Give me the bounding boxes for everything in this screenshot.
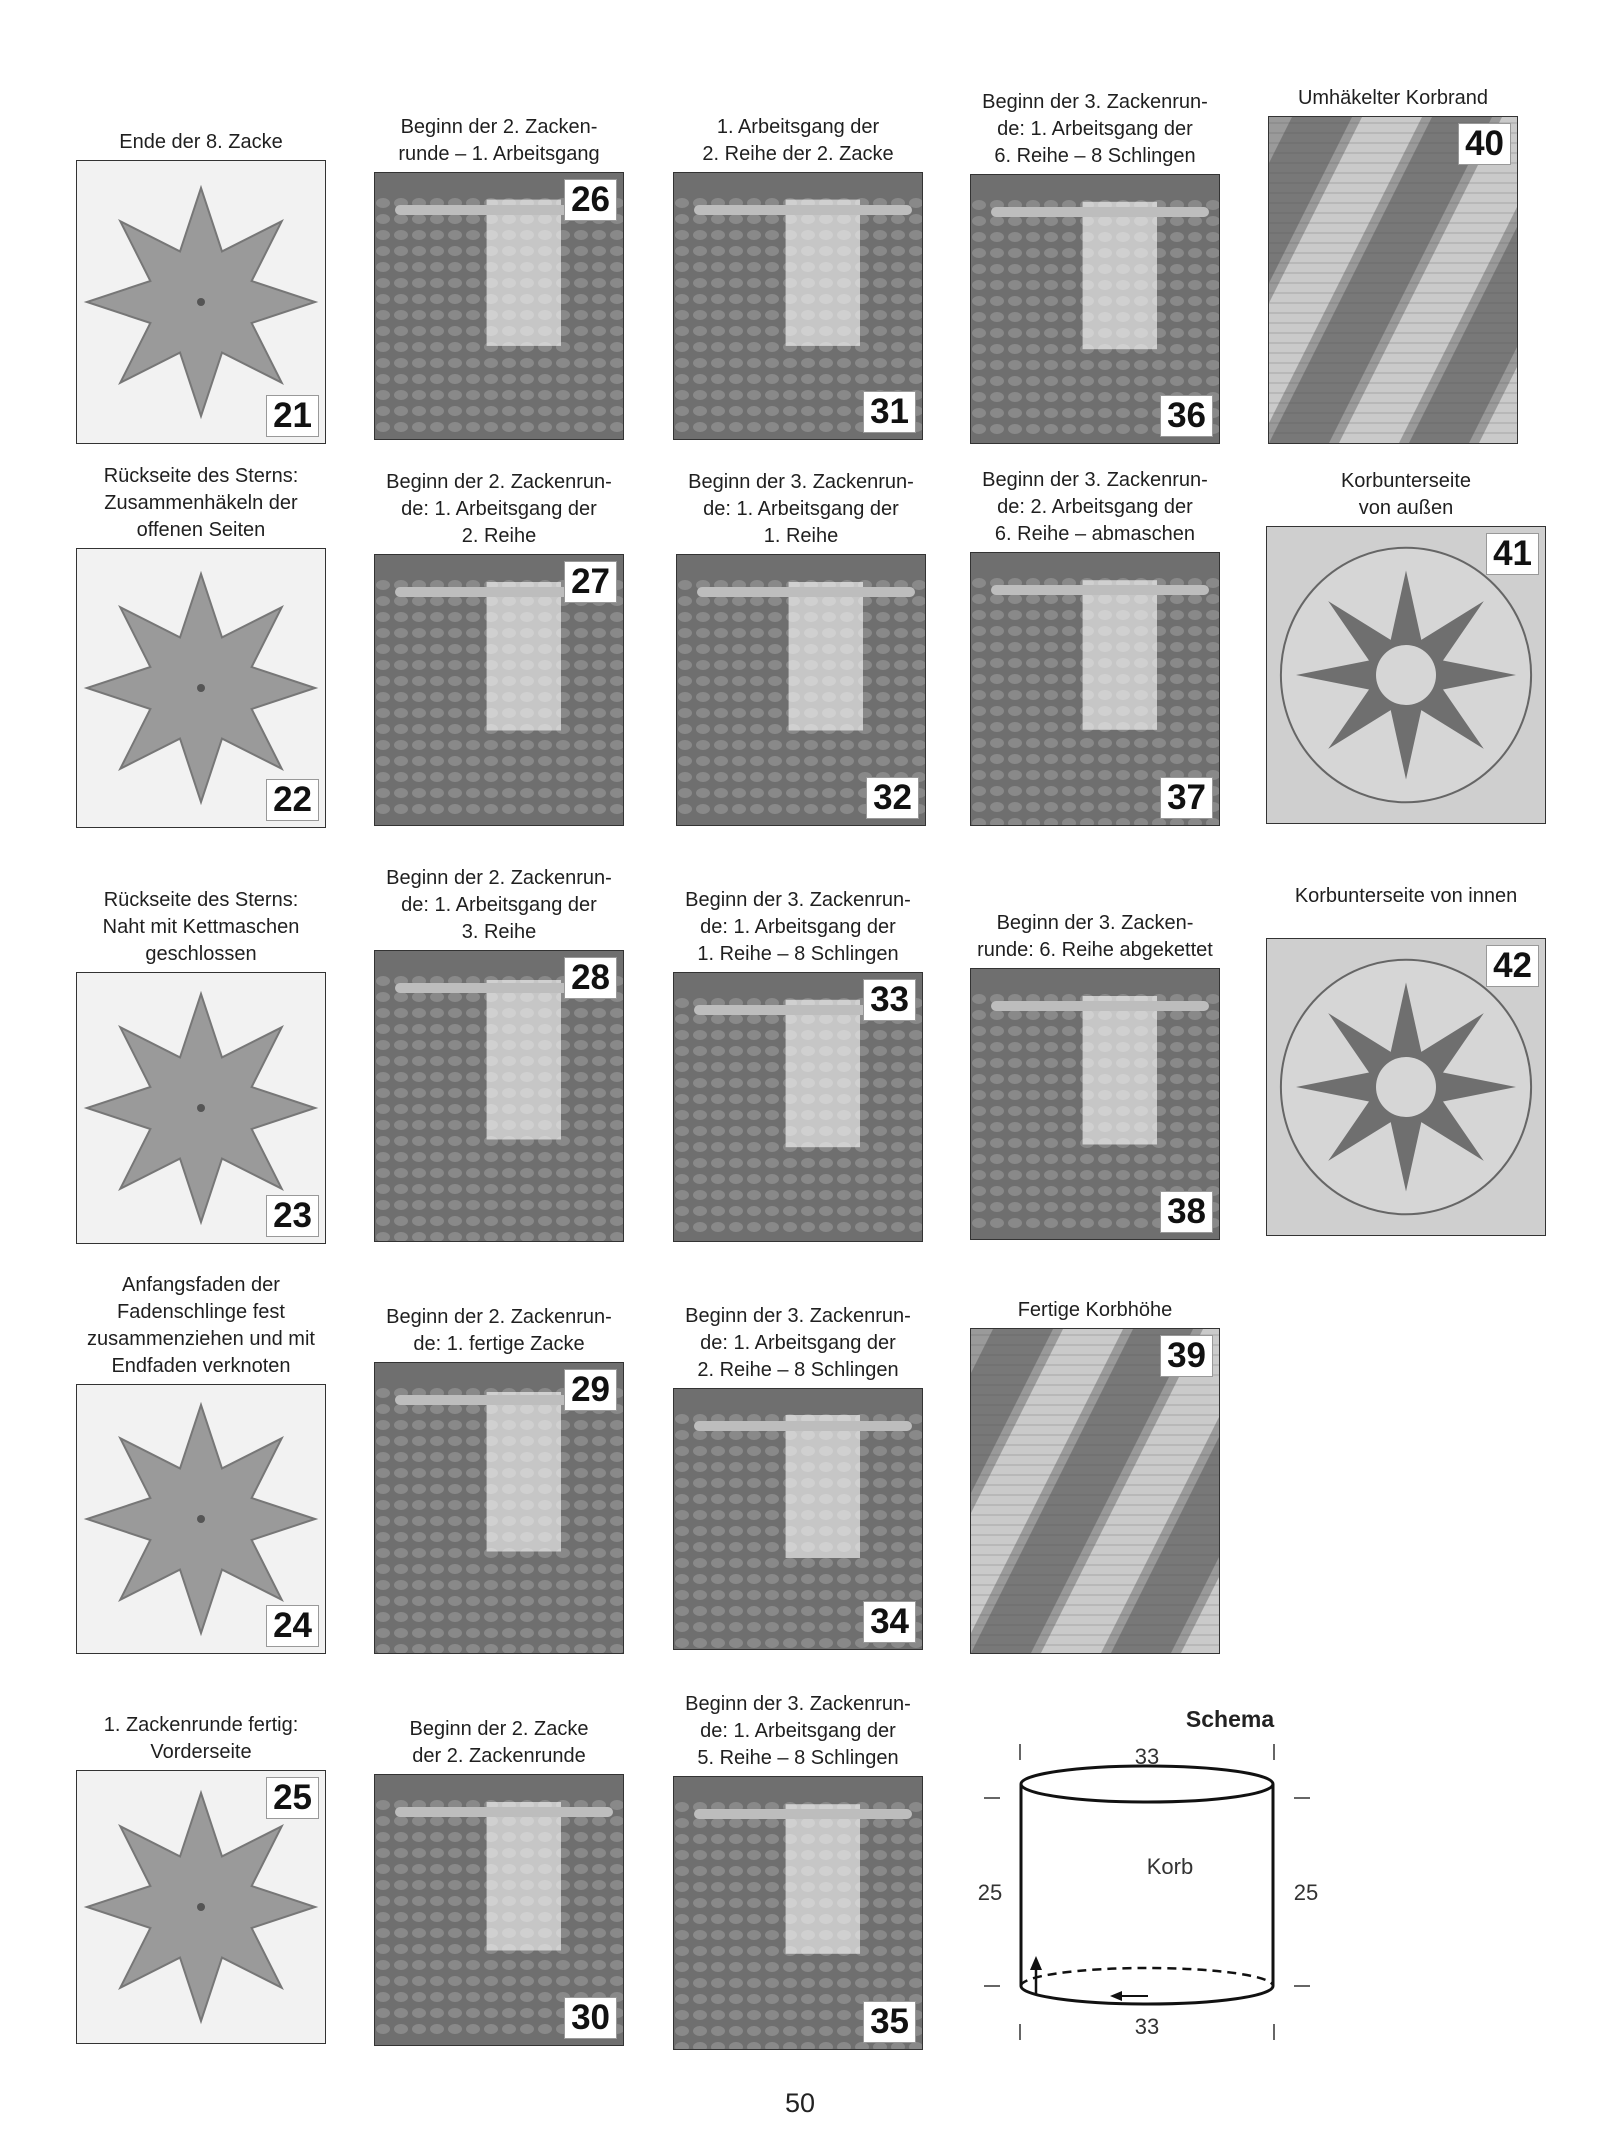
photo [76, 972, 326, 1244]
photo-number: 27 [564, 561, 617, 603]
photo [374, 172, 624, 440]
schema-bottom-width: 33 [1134, 2014, 1160, 2039]
caption: Beginn der 3. Zackenrun- de: 1. Arbeitsgang der 1. Reihe [688, 471, 914, 547]
caption: Beginn der 3. Zackenrun- de: 1. Arbeitsgang der 5. Reihe – 8 Schlingen [685, 1693, 911, 1769]
photo [76, 1384, 326, 1654]
page-number: 50 [784, 2088, 816, 2118]
photo [374, 1362, 624, 1654]
photo [673, 1388, 923, 1650]
photo [970, 1328, 1220, 1654]
photo [673, 172, 923, 440]
photo-image [1269, 117, 1517, 443]
schema-title: Schema [1185, 1706, 1275, 1732]
caption: 1. Arbeitsgang der 2. Reihe der 2. Zacke [702, 116, 894, 165]
photo-number: 31 [863, 391, 916, 433]
schema-left-height: 25 [977, 1880, 1003, 1905]
photo-number: 38 [1160, 1191, 1213, 1233]
photo [970, 552, 1220, 826]
photo-number: 24 [266, 1605, 319, 1647]
caption: Korbunterseite von außen [1340, 470, 1472, 519]
photo-number: 36 [1160, 395, 1213, 437]
caption: Beginn der 3. Zackenrun- de: 1. Arbeitsgang der 1. Reihe – 8 Schlingen [685, 889, 911, 965]
photo [374, 554, 624, 826]
caption: Beginn der 2. Zackenrun- de: 1. fertige Zacke [386, 1306, 612, 1355]
caption: Umhäkelter Korbrand [1297, 87, 1489, 109]
photo-number: 21 [266, 395, 319, 437]
caption: Beginn der 3. Zackenrun- de: 1. Arbeitsgang der 6. Reihe – 8 Schlingen [982, 91, 1208, 167]
caption: Anfangsfaden der Fadenschlinge fest zusammenziehen und mit Endfaden verknoten [87, 1274, 315, 1377]
photo [374, 950, 624, 1242]
photo [970, 174, 1220, 444]
photo [1268, 116, 1518, 444]
photo-number: 41 [1486, 533, 1539, 575]
photo [76, 160, 326, 444]
caption: Beginn der 3. Zackenrun- de: 1. Arbeitsgang der 2. Reihe – 8 Schlingen [685, 1305, 911, 1381]
photo [673, 1776, 923, 2050]
caption: Beginn der 2. Zacken- runde – 1. Arbeitsgang [398, 116, 600, 165]
caption: Rückseite des Sterns: Zusammenhäkeln der offenen Seiten [103, 465, 299, 541]
photo [676, 554, 926, 826]
caption: Beginn der 2. Zacke der 2. Zackenrunde [409, 1718, 589, 1767]
photo-number: 29 [564, 1369, 617, 1411]
schema-label: Korb [1146, 1854, 1194, 1879]
photo-number: 32 [866, 777, 919, 819]
photo [76, 548, 326, 828]
photo [1266, 526, 1546, 824]
photo-number: 42 [1486, 945, 1539, 987]
caption: 1. Zackenrunde fertig: Vorderseite [103, 1714, 299, 1763]
caption: Beginn der 2. Zackenrun- de: 1. Arbeitsgang der 2. Reihe [386, 471, 612, 547]
schema-top-width: 33 [1134, 1744, 1160, 1769]
caption: Fertige Korbhöhe [1017, 1299, 1173, 1321]
photo-number: 34 [863, 1601, 916, 1643]
photo [374, 1774, 624, 2046]
photo-number: 33 [863, 979, 916, 1021]
caption: Rückseite des Sterns: Naht mit Kettmaschen geschlossen [102, 889, 300, 965]
caption: Ende der 8. Zacke [119, 131, 283, 153]
photo-number: 23 [266, 1195, 319, 1237]
photo [1266, 938, 1546, 1236]
photo-number: 30 [564, 1997, 617, 2039]
photo-number: 28 [564, 957, 617, 999]
photo-image [971, 1329, 1219, 1653]
photo-number: 26 [564, 179, 617, 221]
photo [970, 968, 1220, 1240]
schema-right-height: 25 [1293, 1880, 1319, 1905]
photo-number: 35 [863, 2001, 916, 2043]
schema-diagram [960, 1738, 1360, 2058]
caption: Beginn der 3. Zacken- runde: 6. Reihe abgekettet [977, 912, 1213, 961]
photo-number: 37 [1160, 777, 1213, 819]
caption: Beginn der 3. Zackenrun- de: 2. Arbeitsgang der 6. Reihe – abmaschen [982, 469, 1208, 545]
photo-number: 39 [1160, 1335, 1213, 1377]
caption: Beginn der 2. Zackenrun- de: 1. Arbeitsgang der 3. Reihe [386, 867, 612, 943]
caption: Korbunterseite von innen [1294, 885, 1518, 907]
photo [673, 972, 923, 1242]
photo-number: 25 [266, 1777, 319, 1819]
photo-number: 22 [266, 779, 319, 821]
photo [76, 1770, 326, 2044]
photo-number: 40 [1458, 123, 1511, 165]
